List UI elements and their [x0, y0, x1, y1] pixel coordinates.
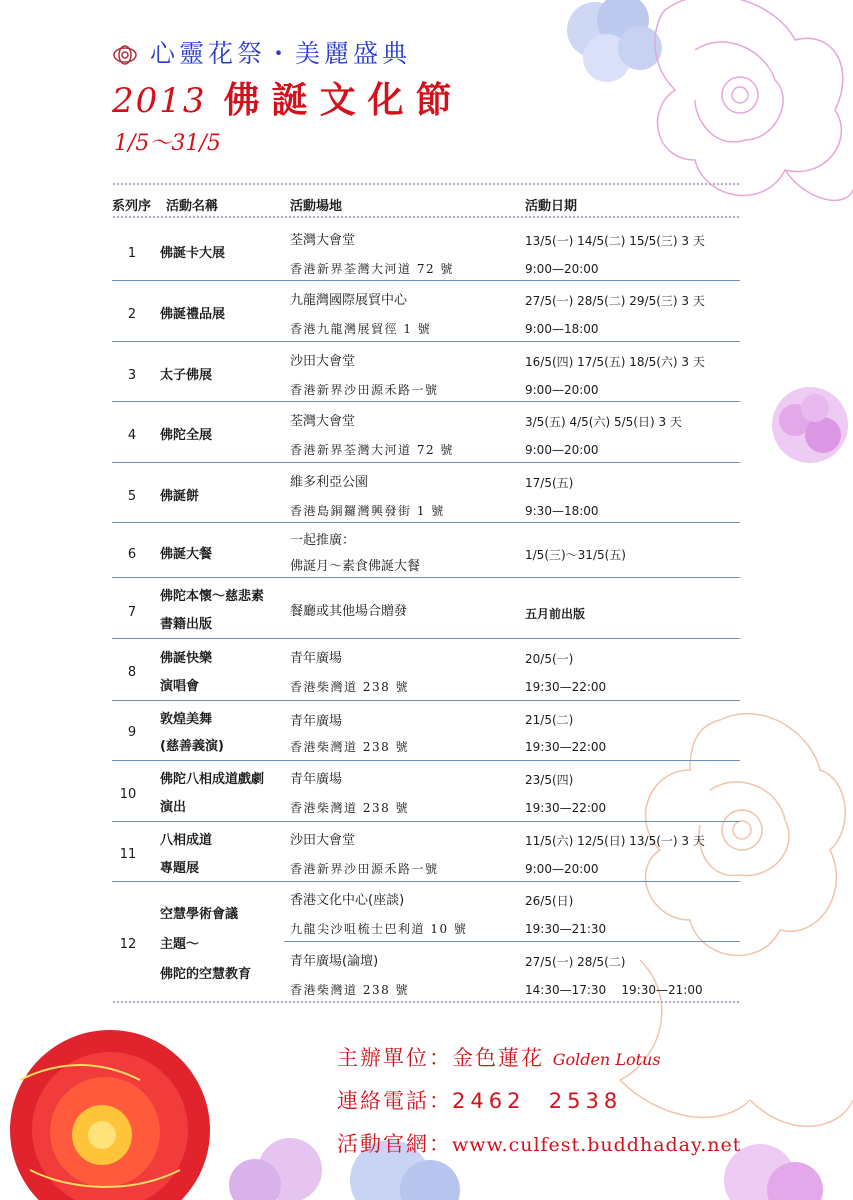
event-venue: 沙田大會堂 [290, 354, 356, 369]
event-name-line2: (慈善義演) [160, 739, 224, 754]
event-name: 佛誕禮品展 [160, 307, 226, 322]
organizer-label: 主辦單位：金色蓮花 [337, 1046, 544, 1070]
event-time: 19:30—22:00 [525, 801, 607, 815]
event-name: 佛誕餅 [160, 489, 200, 504]
event-name-line2: 演出 [160, 800, 187, 815]
event-date: 26/5(日) [525, 894, 574, 908]
event-name: 佛誕卡大展 [160, 246, 226, 261]
event-date: 五月前出版 [525, 607, 586, 621]
row-divider [112, 522, 740, 523]
event-date: 17/5(五) [525, 476, 574, 490]
event-name-line2: 主題～ [160, 937, 200, 952]
column-seq: 系列序 [112, 199, 152, 214]
event-seq: 8 [127, 665, 137, 680]
peony-decoration-bottom-left [0, 1020, 340, 1200]
festival-title [112, 72, 464, 123]
row-divider [112, 462, 740, 463]
row-divider [112, 577, 740, 578]
event-venue: 餐廳或其他場合贈發 [290, 604, 408, 619]
event-address: 佛誕月～素食佛誕大餐 [290, 559, 421, 574]
event-name: 佛陀全展 [160, 428, 213, 443]
event-name: 佛誕大餐 [160, 547, 213, 562]
sub-row-divider [284, 941, 740, 942]
event-venue: 青年廣場 [290, 651, 343, 666]
event-name-line2: 演唱會 [160, 679, 200, 694]
column-date: 活動日期 [525, 199, 578, 214]
event-address: 香港新界荃灣大河道 72 號 [290, 443, 454, 457]
event-time: 9:30—18:00 [525, 504, 599, 518]
event-time: 19:30—22:00 [525, 740, 607, 754]
event-seq: 11 [119, 847, 137, 862]
row-divider [112, 280, 740, 281]
event-date: 16/5(四) 17/5(五) 18/5(六) 3 天 [525, 355, 705, 369]
event-seq: 1 [127, 246, 137, 261]
contact-phone [337, 1085, 622, 1115]
event-time: 9:00—20:00 [525, 443, 599, 457]
event-date: 1/5(三)～31/5(五) [525, 548, 626, 562]
column-name: 活動名稱 [166, 199, 219, 214]
event-name-line1: 敦煌美舞 [160, 712, 213, 727]
event-date: 3/5(五) 4/5(六) 5/5(日) 3 天 [525, 415, 682, 429]
dotted-divider-top [112, 182, 740, 186]
event-seq: 2 [127, 307, 137, 322]
event-venue: 沙田大會堂 [290, 833, 356, 848]
event-seq: 10 [119, 787, 137, 802]
event-name-line2: 專題展 [160, 861, 200, 876]
event-address: 香港柴灣道 238 號 [290, 680, 410, 694]
column-venue: 活動場地 [290, 199, 343, 214]
website-label: 活動官網： [337, 1132, 452, 1156]
organizer [337, 1042, 661, 1072]
event-seq: 5 [127, 489, 137, 504]
event-address: 香港柴灣道 238 號 [290, 740, 410, 754]
website-link[interactable]: www.culfest.buddhaday.net [452, 1134, 742, 1156]
flower-decoration-right [765, 380, 853, 480]
event-address-2: 香港柴灣道 238 號 [290, 983, 410, 997]
row-divider [112, 881, 740, 882]
phone-number: 2462 2538 [452, 1089, 623, 1113]
event-time-2: 14:30—17:30 19:30—21:00 [525, 983, 703, 997]
event-name-line1: 空慧學術會議 [160, 907, 239, 922]
event-address: 九龍尖沙咀梳士巴利道 10 號 [290, 922, 468, 936]
event-name-line1: 佛誕快樂 [160, 651, 213, 666]
event-name-line2: 書籍出版 [160, 617, 213, 632]
event-venue: 一起推廣： [290, 533, 356, 548]
event-seq: 12 [119, 937, 137, 952]
event-time: 9:00—20:00 [525, 862, 599, 876]
event-name: 太子佛展 [160, 368, 213, 383]
event-seq: 6 [127, 547, 137, 562]
event-name-line1: 佛陀八相成道戲劇 [160, 772, 265, 787]
tagline-text: 心靈花祭・美麗盛典 [149, 39, 411, 68]
event-time: 19:30—21:30 [525, 922, 607, 936]
row-divider [112, 760, 740, 761]
row-divider [112, 700, 740, 701]
event-address: 香港新界荃灣大河道 72 號 [290, 262, 454, 276]
event-date: 20/5(一) [525, 652, 574, 666]
event-time: 19:30—22:00 [525, 680, 607, 694]
festival-year: 2013 [112, 81, 207, 121]
event-time: 9:00—18:00 [525, 322, 599, 336]
event-time: 9:00—20:00 [525, 262, 599, 276]
event-venue: 青年廣場 [290, 772, 343, 787]
event-time: 9:00—20:00 [525, 383, 599, 397]
event-date: 27/5(一) 28/5(二) 29/5(三) 3 天 [525, 294, 705, 308]
event-date: 11/5(六) 12/5(日) 13/5(一) 3 天 [525, 834, 705, 848]
phone-label: 連絡電話： [337, 1089, 452, 1113]
event-venue: 荃灣大會堂 [290, 414, 356, 429]
event-address: 香港島銅鑼灣興發街 1 號 [290, 504, 445, 518]
dotted-divider-header [112, 215, 740, 219]
row-divider [112, 341, 740, 342]
festival-name: 佛誕文化節 [223, 79, 464, 121]
event-venue: 青年廣場 [290, 714, 343, 729]
event-date: 13/5(一) 14/5(二) 15/5(三) 3 天 [525, 234, 705, 248]
event-address: 香港九龍灣展貿徑 1 號 [290, 322, 432, 336]
event-address: 香港新界沙田源禾路一號 [290, 862, 439, 876]
event-venue: 香港文化中心(座談) [290, 893, 405, 908]
row-divider [112, 401, 740, 402]
event-name-line1: 八相成道 [160, 833, 213, 848]
tagline [112, 34, 411, 70]
festival-dates: 1/5～31/5 [114, 131, 221, 156]
event-seq: 4 [127, 428, 137, 443]
event-date: 23/5(四) [525, 773, 574, 787]
organizer-brand: Golden Lotus [552, 1050, 661, 1069]
row-divider [112, 638, 740, 639]
event-seq: 3 [127, 368, 137, 383]
event-seq: 9 [127, 725, 137, 740]
event-venue: 九龍灣國際展貿中心 [290, 293, 408, 308]
row-divider [112, 821, 740, 822]
event-venue: 荃灣大會堂 [290, 233, 356, 248]
event-name-line1: 佛陀本懷～慈悲素 [160, 589, 265, 604]
lotus-icon [112, 42, 138, 64]
website [337, 1128, 741, 1158]
flower-decoration-top-right [545, 0, 853, 240]
event-address: 香港柴灣道 238 號 [290, 801, 410, 815]
event-venue: 維多利亞公園 [290, 475, 369, 490]
dotted-divider-bottom [112, 1000, 740, 1004]
event-date-2: 27/5(一) 28/5(二) [525, 955, 626, 969]
event-venue-2: 青年廣場(論壇) [290, 954, 379, 969]
event-name-line3: 佛陀的空慧教育 [160, 967, 252, 982]
event-seq: 7 [127, 605, 137, 620]
event-date: 21/5(二) [525, 713, 574, 727]
event-address: 香港新界沙田源禾路一號 [290, 383, 439, 397]
